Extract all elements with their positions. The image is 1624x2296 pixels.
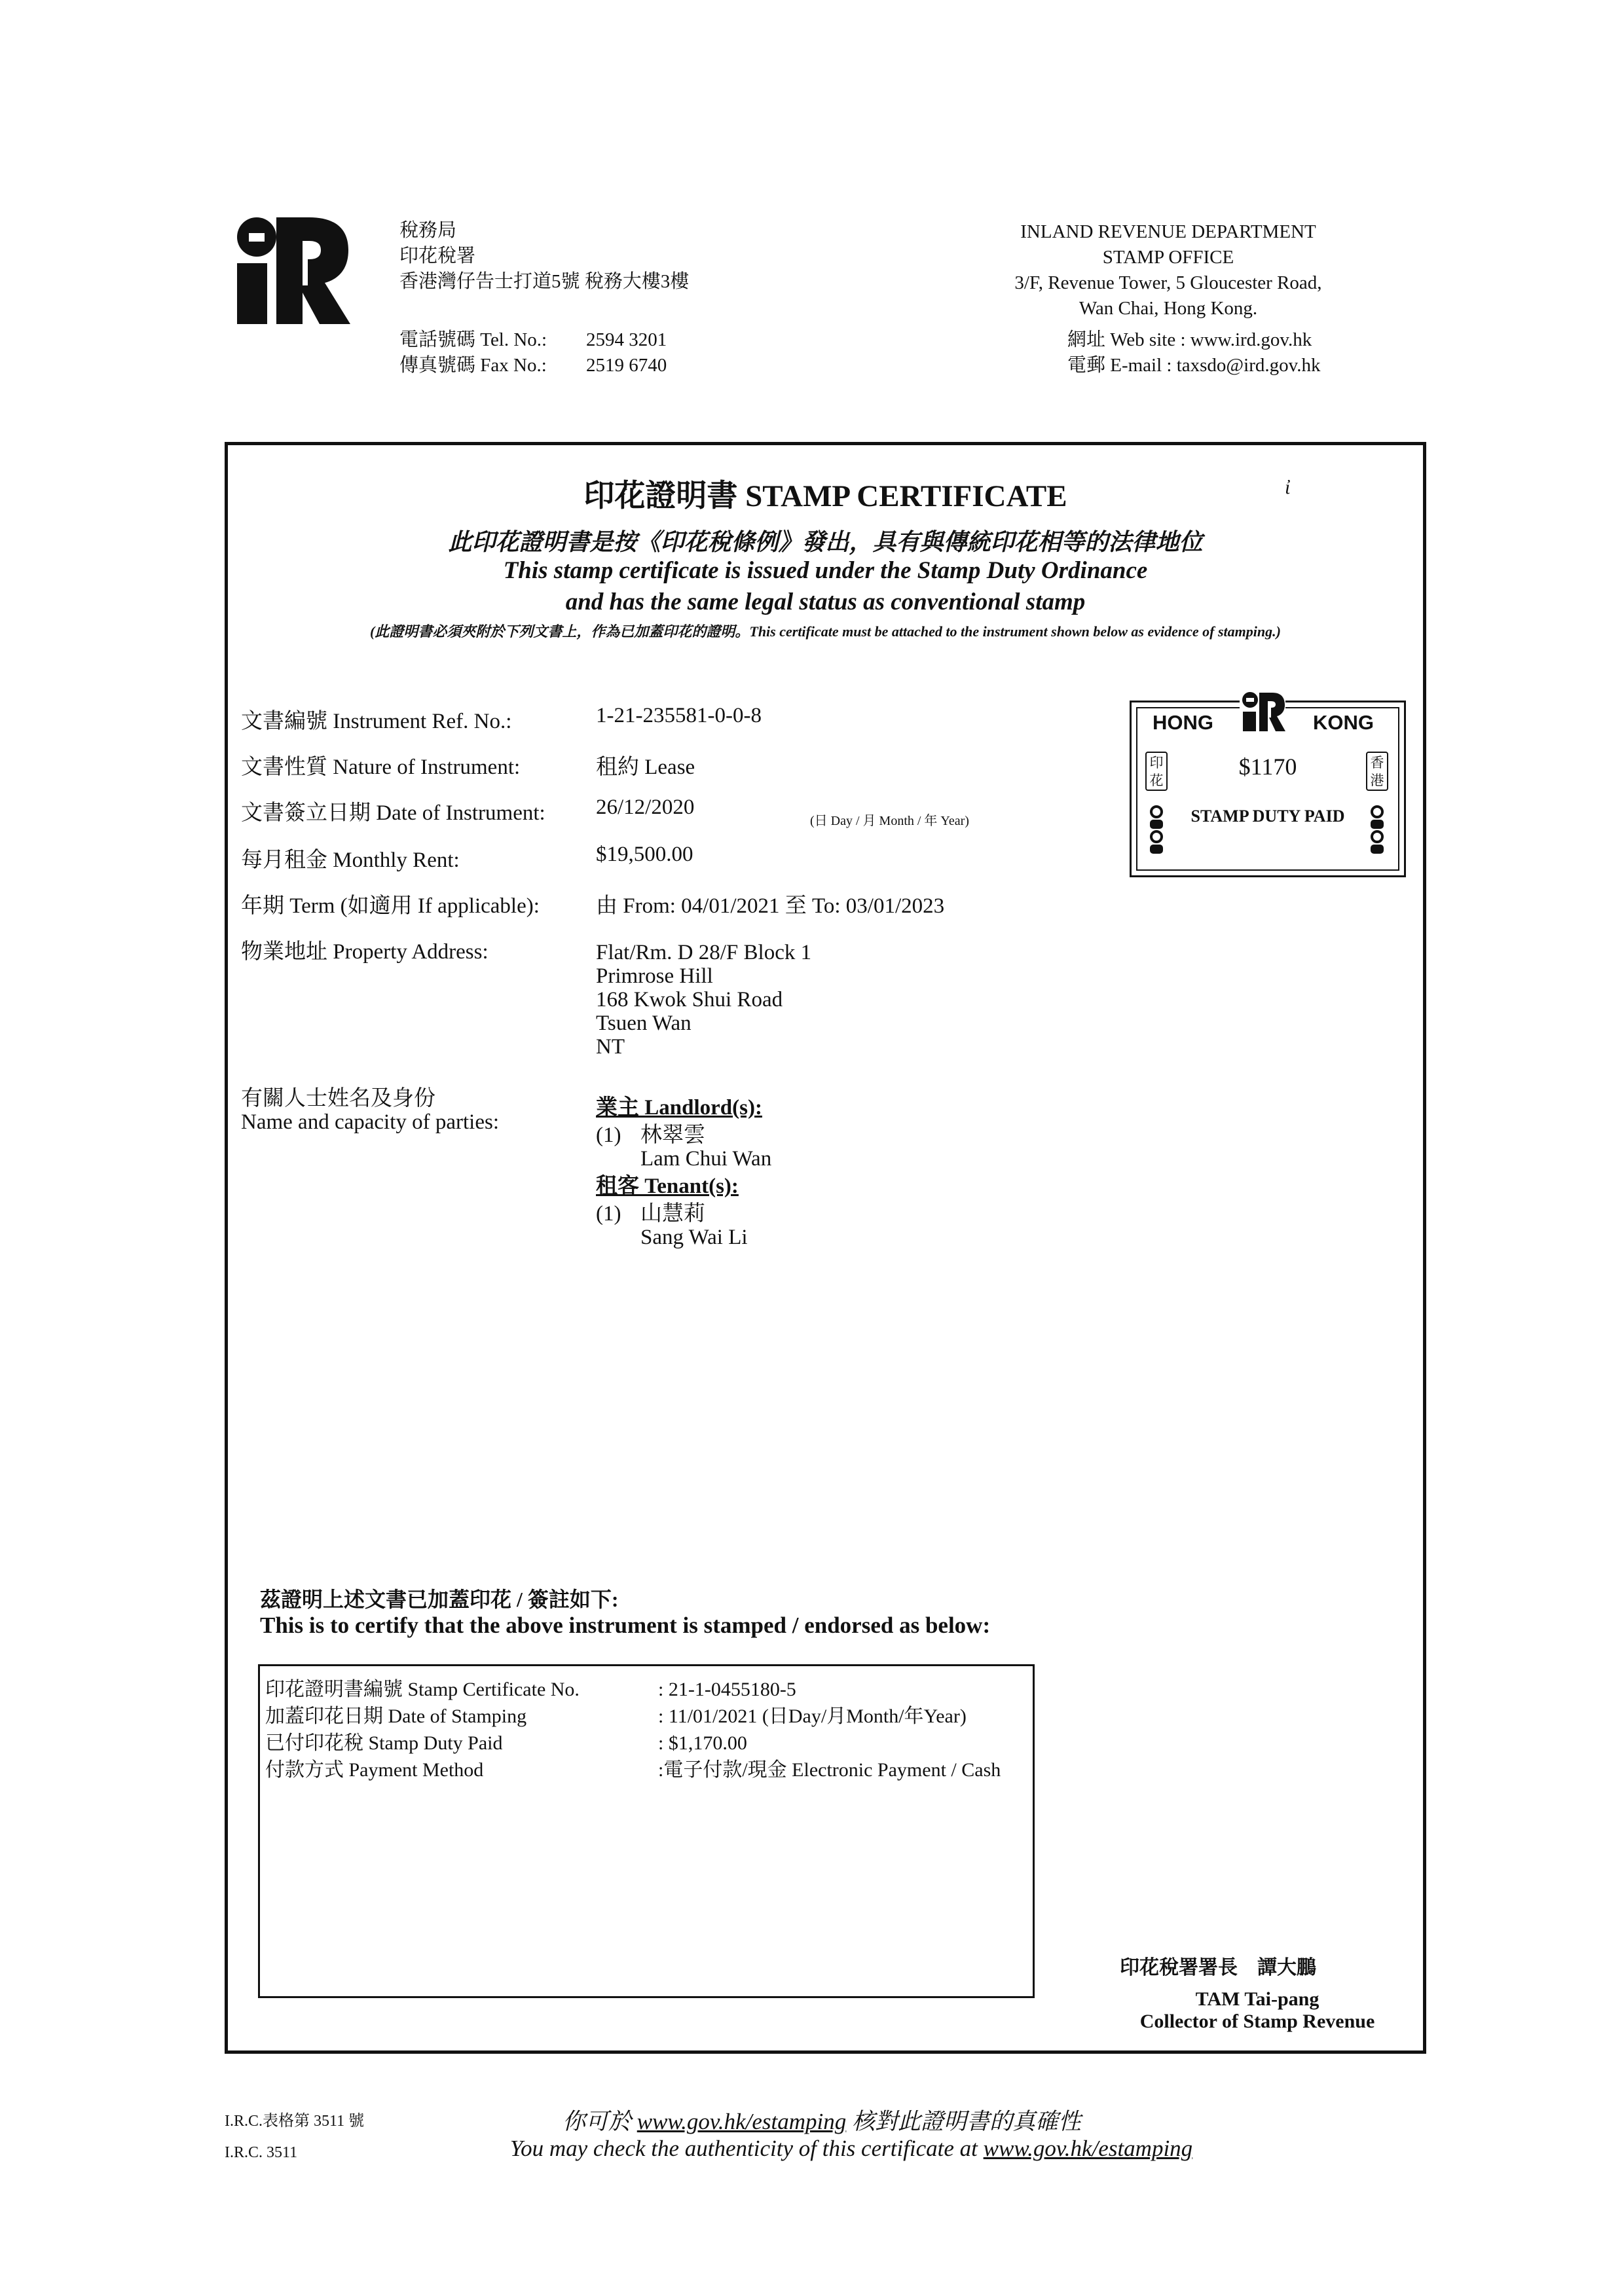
attachment-note: (此證明書必須夾附於下列文書上，作為已加蓋印花的證明。This certificate must be attached to the instrument shown below as evidence of stamping.) <box>370 623 1281 640</box>
verify-text: 核對此證明書的真確性 <box>846 2109 1082 2134</box>
stamp-paid-text: STAMP DUTY PAID <box>1190 807 1345 826</box>
landlord-heading: 業主 Landlord(s): <box>596 1096 762 1120</box>
fax-label: 傳真號碼 Fax No.: <box>399 355 547 376</box>
cert-label: 印花證明書編號 Stamp Certificate No. <box>265 1679 580 1700</box>
certificate-title: 印花證明書 STAMP CERTIFICATE <box>583 479 1067 513</box>
tenant-heading: 租客 Tenant(s): <box>596 1175 739 1198</box>
cert-label: 加蓋印花日期 Date of Stamping <box>265 1705 527 1727</box>
cert-value: : 21-1-0455180-5 <box>658 1679 796 1700</box>
stamp-ird-logo <box>1240 691 1285 731</box>
verify-note-cn <box>458 2104 1185 2136</box>
header-cn-line: 香港灣仔告士打道5號 稅務大樓3樓 <box>399 271 690 292</box>
certification-heading-cn: 茲證明上述文書已加蓋印花 / 簽註如下: <box>260 1588 619 1611</box>
header-en-line: STAMP OFFICE <box>1102 247 1234 268</box>
subtitle-english-1: This stamp certificate is issued under the Stamp Duty Ordinance <box>503 557 1148 584</box>
subtitle-chinese: 此印花證明書是按《印花稅條例》發出，具有與傳統印花相等的法律地位 <box>448 529 1203 555</box>
field-label: 文書簽立日期 Date of Instrument: <box>241 801 545 825</box>
header-contact <box>399 327 667 378</box>
landlord-name-cn: 林翠雲 <box>640 1123 705 1147</box>
field-value: 由 From: 04/01/2021 至 To: 03/01/2023 <box>596 894 945 918</box>
field-label: 年期 Term (如適用 If applicable): <box>241 894 540 918</box>
signatory-title-en: Collector of Stamp Revenue <box>1139 2011 1375 2032</box>
header-web-email <box>1067 327 1320 378</box>
address-line: Primrose Hill <box>596 964 713 988</box>
parties-label <box>241 1087 499 1134</box>
field-label: 文書編號 Instrument Ref. No.: <box>241 710 512 733</box>
cert-value: :電子付款/現金 Electronic Payment / Cash <box>658 1759 1001 1781</box>
cert-value: : 11/01/2021 (日Day/月Month/年Year) <box>658 1705 967 1727</box>
party-number: (1) <box>596 1202 621 1226</box>
subtitle-english-2: and has the same legal status as conventional stamp <box>565 589 1086 615</box>
field-value: 1-21-235581-0-0-8 <box>596 704 762 727</box>
stamp-amount: $1170 <box>1238 754 1297 780</box>
header-en-line: 3/F, Revenue Tower, 5 Gloucester Road, <box>1014 272 1322 293</box>
verify-text: You may check the authenticity of this certificate at <box>509 2136 984 2161</box>
verify-note-en <box>393 2136 1310 2162</box>
field-value: 租約 Lease <box>596 756 695 779</box>
cert-label: 已付印花稅 Stamp Duty Paid <box>265 1732 503 1754</box>
stamp-ornament-icon <box>1367 805 1387 858</box>
field-label: 文書性質 Nature of Instrument: <box>241 756 521 779</box>
email: 電郵 E-mail : taxsdo@ird.gov.hk <box>1067 355 1321 376</box>
form-number-en: I.R.C. 3511 <box>225 2144 298 2161</box>
party-number: (1) <box>596 1123 621 1147</box>
cert-label: 付款方式 Payment Method <box>265 1759 484 1781</box>
cert-value: : $1,170.00 <box>658 1732 747 1754</box>
fax-value: 2519 6740 <box>586 355 667 376</box>
date-format-note: (日 Day / 月 Month / 年 Year) <box>810 814 969 828</box>
field-label: 物業地址 Property Address: <box>241 940 489 964</box>
stamp-hong: HONG <box>1153 711 1213 734</box>
website: 網址 Web site : www.ird.gov.hk <box>1067 329 1312 350</box>
margin-mark: ἰ <box>1285 477 1291 498</box>
certification-heading-en: This is to certify that the above instrument is stamped / endorsed as below: <box>260 1613 991 1638</box>
verify-link[interactable]: www.gov.hk/estamping <box>983 2136 1193 2161</box>
field-value: $19,500.00 <box>596 843 693 866</box>
parties-label-cn: 有關人士姓名及身份 <box>241 1087 435 1110</box>
field-value: 26/12/2020 <box>596 795 695 819</box>
seal-right: 香港 <box>1366 752 1388 791</box>
form-number <box>225 2105 364 2168</box>
stamp-kong: KONG <box>1313 711 1374 734</box>
parties-list <box>596 1096 771 1249</box>
header-cn-line: 印花稅署 <box>399 246 476 266</box>
field-label: 每月租金 Monthly Rent: <box>241 848 460 872</box>
certification-values <box>658 1676 1001 1783</box>
address-line: Tsuen Wan <box>596 1011 692 1035</box>
signatory-name: TAM Tai-pang <box>1195 1988 1320 2010</box>
address-line: NT <box>596 1035 625 1059</box>
tel-value: 2594 3201 <box>586 329 667 350</box>
certification-labels <box>265 1676 580 1783</box>
signatory-block <box>1087 1988 1428 2033</box>
header-english-address <box>939 219 1397 321</box>
tenant-name-cn: 山慧莉 <box>640 1202 705 1226</box>
verify-link[interactable]: www.gov.hk/estamping <box>637 2109 847 2134</box>
header-en-line: Wan Chai, Hong Kong. <box>1079 298 1258 319</box>
verify-text: 你可於 <box>562 2109 637 2134</box>
form-number-cn: I.R.C.表格第 3511 號 <box>225 2113 365 2130</box>
property-address <box>596 941 811 1059</box>
parties-label-en: Name and capacity of parties: <box>241 1110 499 1134</box>
landlord-name-en: Lam Chui Wan <box>640 1147 772 1171</box>
address-line: Flat/Rm. D 28/F Block 1 <box>596 941 812 964</box>
signatory-title-cn: 印花稅署署長 譚大鵬 <box>1120 1957 1316 1978</box>
header-chinese-address <box>399 218 689 295</box>
address-line: 168 Kwok Shui Road <box>596 988 783 1011</box>
seal-left: 印花 <box>1145 752 1168 791</box>
header-cn-line: 稅務局 <box>399 220 457 241</box>
ird-logo <box>236 216 350 324</box>
tenant-name-en: Sang Wai Li <box>640 1226 748 1249</box>
tel-label: 電話號碼 Tel. No.: <box>399 329 547 350</box>
stamp-ornament-icon <box>1147 805 1166 858</box>
header-en-line: INLAND REVENUE DEPARTMENT <box>1020 221 1316 242</box>
